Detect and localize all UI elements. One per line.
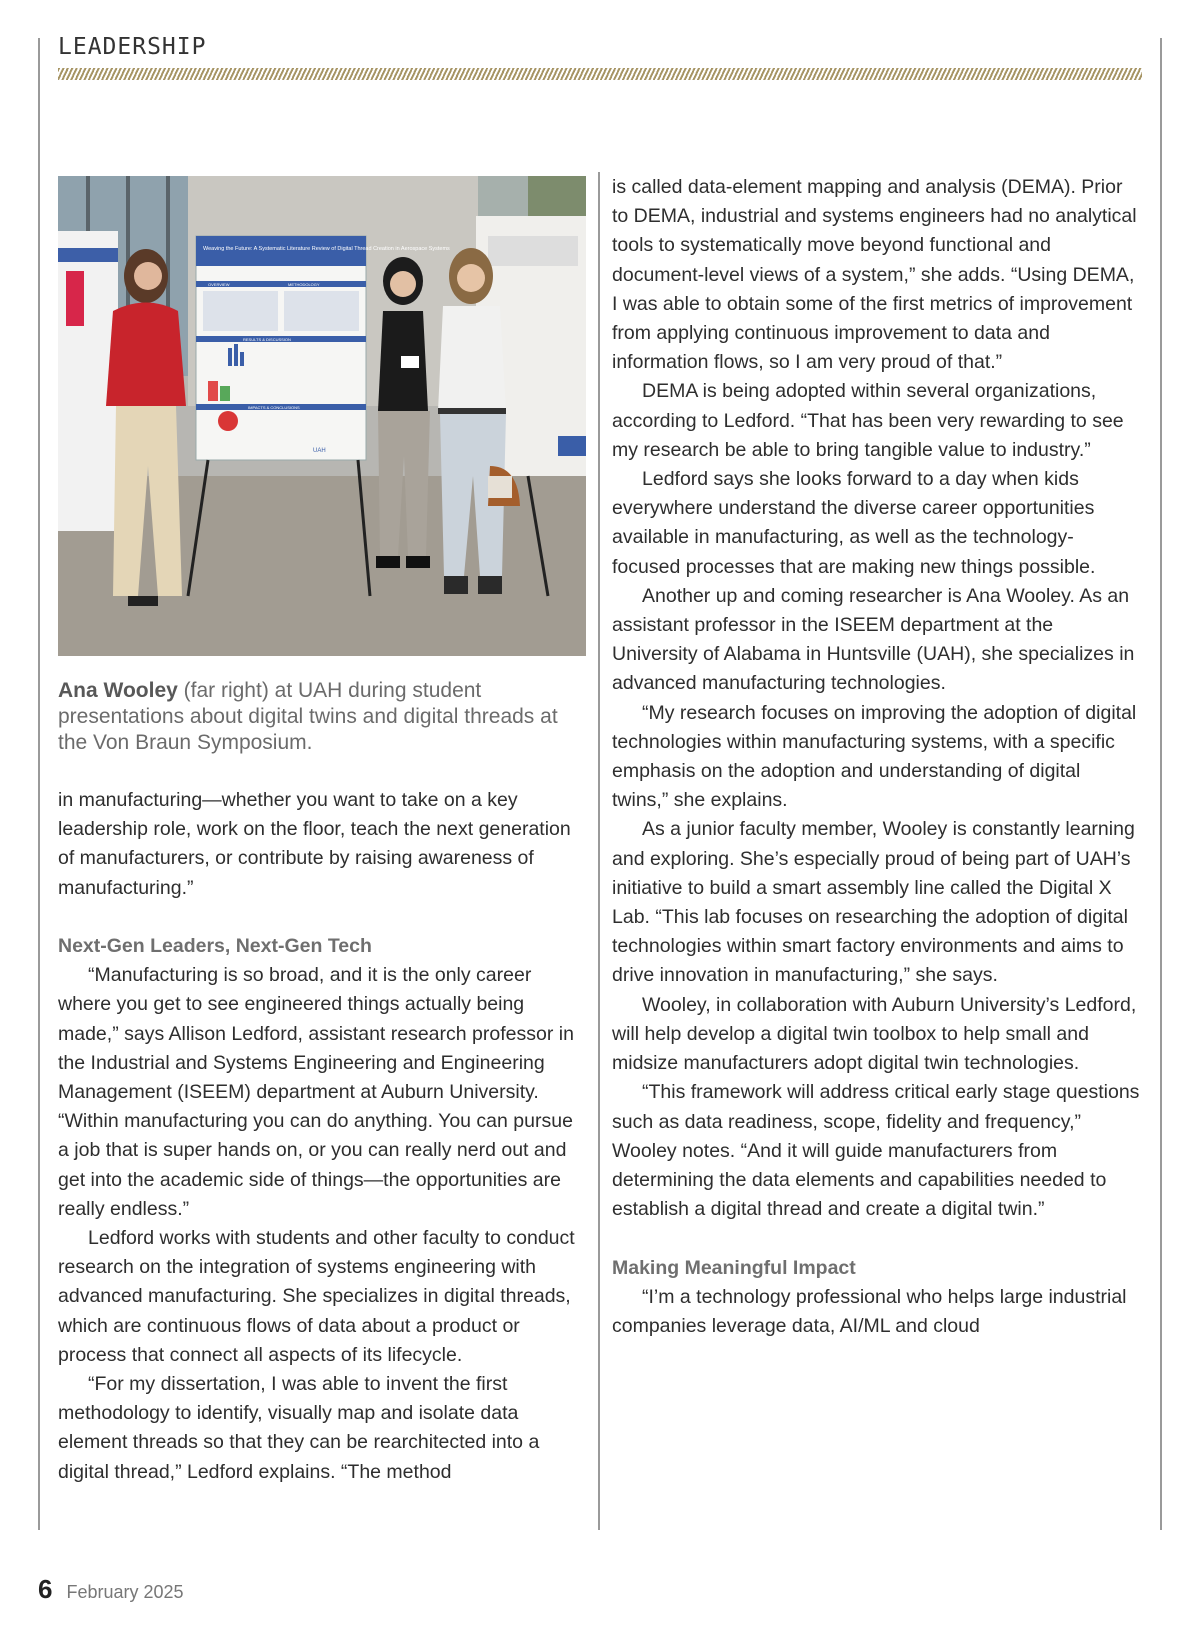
left-column xyxy=(58,786,586,1487)
poster-section-methodology: METHODOLOGY xyxy=(288,282,320,287)
paragraph: Ledford works with students and other faculty to conduct research on the integration of systems engineering with advanced manufacturing. She specializes in digital threads, which are continuous flows of data about a product or process that connect all aspects of its lifecycle. xyxy=(58,1227,575,1366)
issue-date: February 2025 xyxy=(66,1582,184,1602)
continued-paragraph: is called data-element mapping and analysis (DEMA). Prior to DEMA, industrial and systems engineers had no analytical tools to systematically move beyond functional and document-level views of a system,” she adds. “Using DEMA, I was able to obtain some of the first metrics of improvement from applying continuous improvement to data and information flows, so I am very proud of that.” xyxy=(612,176,1137,374)
right-column xyxy=(612,173,1142,1341)
poster-section-results: RESULTS & DISCUSSION xyxy=(243,337,291,342)
page-footer xyxy=(38,1574,184,1605)
caption-name: Ana Wooley xyxy=(58,679,178,702)
paragraph: “My research focuses on improving the adoption of digital technologies within manufacturing systems, with a specific emphasis on the adoption and understanding of digital twins,” she explains. xyxy=(612,701,1137,812)
caption-text: (far right) at UAH during student presentations about digital twins and digital threads at the Von Braun Symposium. xyxy=(58,679,558,754)
event-photo xyxy=(58,176,586,656)
paragraph: Another up and coming researcher is Ana Wooley. As an assistant professor in the ISEEM department at the University of Alabama in Huntsville (UAH), she specializes in advanced manufacturing technologies. xyxy=(612,584,1135,695)
right-column-rule xyxy=(1160,38,1162,1530)
hatched-divider xyxy=(58,68,1142,80)
paragraph: As a junior faculty member, Wooley is constantly learning and exploring. She’s especially proud of being part of UAH’s initiative to build a smart assembly line called the Digital X Lab. “This lab focuses on researching the adoption of digital technologies within smart factory environments and aims to drive innovation in manufacturing,” she says. xyxy=(612,818,1135,987)
photo-illustration xyxy=(58,176,586,656)
paragraph: “For my dissertation, I was able to invent the first methodology to identify, visually map and isolate data element threads so that they can be rearchitected into a digital thread,” Ledford explains. “The method xyxy=(58,1373,540,1483)
photo-caption xyxy=(58,678,578,756)
paragraph: “Manufacturing is so broad, and it is the only career where you get to see engineered things actually being made,” says Allison Ledford, assistant research professor in the Industrial and Systems Engineering and Engineering Management (ISEEM) department at Auburn University. “Within manufacturing you can do anything. You can pursue a job that is super hands on, or you can really nerd out and get into the academic side of things—the opportunities are really endless.” xyxy=(58,964,574,1220)
subheading-next-gen: Next-Gen Leaders, Next-Gen Tech xyxy=(58,935,372,957)
paragraph: “I’m a technology professional who helps large industrial companies leverage data, AI/ML and cloud xyxy=(612,1285,1127,1337)
center-column-rule xyxy=(598,172,600,1530)
page-number: 6 xyxy=(38,1574,53,1604)
continued-paragraph: in manufacturing—whether you want to take on a key leadership role, work on the floor, teach the next generation of manufacturers, or contribute by raising awareness of manufacturing.” xyxy=(58,789,571,899)
paragraph: Ledford says she looks forward to a day when kids everywhere understand the diverse career opportunities available in manufacturing, as well as the technology-focused processes that are making new things possible. xyxy=(612,468,1096,578)
poster-section-impacts: IMPACTS & CONCLUSIONS xyxy=(248,405,300,410)
poster-section-overview: OVERVIEW xyxy=(208,282,230,287)
subheading-impact: Making Meaningful Impact xyxy=(612,1256,856,1279)
paragraph: Wooley, in collaboration with Auburn University’s Ledford, will help develop a digital twin toolbox to help small and midsize manufacturers adopt digital twin technologies. xyxy=(612,993,1137,1075)
paragraph: “This framework will address critical early stage questions such as data readiness, scope, fidelity and frequency,” Wooley notes. “And it will guide manufacturers from determining the data elements and capabilities needed to establish a digital thread and create a digital twin.” xyxy=(612,1081,1140,1221)
left-column-rule xyxy=(38,38,40,1530)
section-label: LEADERSHIP xyxy=(58,34,207,60)
poster-title: Weaving the Future: A Systematic Literature Review of Digital Thread Creation in Aerospace Systems xyxy=(203,246,450,252)
paragraph: DEMA is being adopted within several organizations, according to Ledford. “That has been very rewarding to see my research be able to bring tangible value to industry.” xyxy=(612,380,1124,461)
poster-logo: UAH xyxy=(313,448,326,454)
